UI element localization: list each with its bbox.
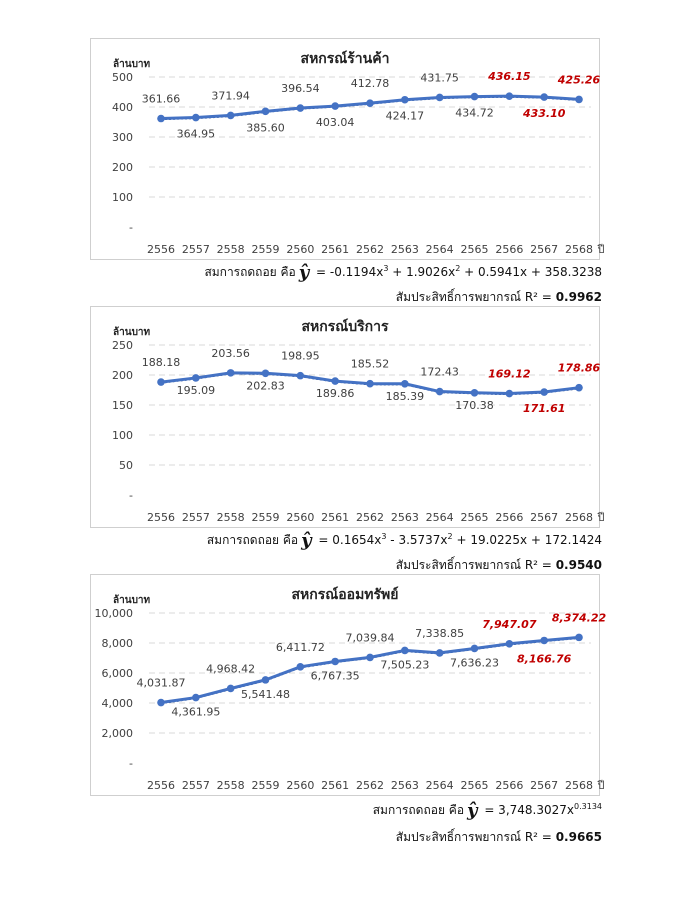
equation-prefix: สมการถดถอย คือ: [204, 265, 296, 279]
equation-term: - 3.5737x: [386, 533, 448, 547]
x-tick-label: 2563: [390, 243, 419, 256]
x-tick-label: 2563: [390, 511, 419, 524]
data-point: [366, 99, 374, 107]
data-label: 7,636.23: [450, 656, 499, 670]
x-tick-label: 2564: [425, 511, 454, 524]
y-tick-label: 200: [112, 369, 133, 382]
equation-prefix: สมการถดถอย คือ: [206, 533, 299, 547]
data-point: [366, 654, 374, 662]
data-label: 171.61: [522, 402, 566, 416]
equation-term: = -0.1194x: [312, 265, 384, 279]
x-tick-label: 2564: [425, 243, 454, 256]
data-point: [297, 104, 305, 112]
r2-value-1: 0.9962: [555, 290, 602, 304]
equation-1: [204, 262, 602, 283]
y-tick-label: 8,000: [101, 637, 133, 650]
y-tick-label: 50: [119, 459, 133, 472]
x-tick-label: 2561: [321, 243, 350, 256]
chart-panel-2: [90, 306, 605, 528]
data-point: [401, 96, 409, 104]
data-label: 188.18: [141, 356, 181, 370]
data-point: [227, 685, 235, 693]
y-tick-label: 300: [112, 131, 133, 144]
r2-label-3: สัมประสิทธิ์การพยากรณ์ R² =: [395, 830, 552, 844]
data-point: [157, 115, 165, 123]
data-label: 6,411.72: [275, 640, 325, 654]
x-tick-label: 2566: [495, 243, 524, 256]
y-axis-label: ล้านบาท: [113, 59, 151, 70]
data-point: [436, 94, 444, 102]
data-label: 172.43: [420, 365, 459, 379]
x-tick-label: 2567: [530, 511, 559, 524]
x-tick-label: 2558: [216, 243, 245, 256]
equation-term: = 0.1654x: [314, 533, 382, 547]
equation-term: = 3,748.3027x: [480, 803, 574, 817]
chart-title: สหกรณ์บริการ: [301, 319, 389, 335]
data-label: 434.72: [455, 106, 494, 120]
data-point: [262, 676, 270, 684]
data-point: [192, 374, 200, 382]
data-point: [540, 637, 548, 645]
y-tick-label: 100: [112, 429, 133, 442]
data-point: [436, 649, 444, 657]
y-hat-symbol: ŷ: [467, 800, 478, 821]
x-tick-label: 2562: [356, 511, 384, 524]
x-tick-label: 2557: [181, 243, 210, 256]
y-tick-label: 200: [112, 161, 133, 174]
x-tick-label: 2568: [565, 243, 593, 256]
data-point: [575, 384, 583, 392]
data-label: 203.56: [211, 346, 250, 360]
x-tick-label: 2558: [216, 779, 245, 792]
data-point: [331, 658, 339, 666]
data-label: 8,166.76: [517, 652, 572, 666]
equation-2: [207, 530, 602, 551]
x-tick-label: 2566: [495, 779, 524, 792]
data-label: 4,361.95: [171, 705, 221, 719]
data-point: [297, 372, 305, 380]
x-axis-label: ปี: [597, 243, 605, 256]
data-label: 7,338.85: [415, 626, 465, 640]
chart-svg-2: [91, 307, 605, 527]
equation-term: + 0.5941x + 358.3238: [460, 265, 602, 279]
x-tick-label: 2568: [565, 511, 593, 524]
data-label: 4,968.42: [206, 662, 256, 676]
data-label: 4,031.87: [136, 676, 186, 690]
data-label: 202.83: [246, 379, 285, 393]
data-label: 7,505.23: [380, 658, 430, 672]
y-tick-label: 10,000: [94, 607, 133, 620]
data-point: [331, 102, 339, 110]
x-tick-label: 2560: [286, 511, 315, 524]
data-label: 424.17: [385, 109, 425, 123]
y-tick-label: -: [129, 757, 133, 770]
data-label: 425.26: [557, 73, 601, 87]
data-label: 431.75: [420, 71, 459, 85]
data-label: 6,767.35: [310, 669, 360, 683]
data-label: 195.09: [176, 383, 216, 397]
y-axis-label: ล้านบาท: [113, 595, 151, 606]
data-label: 178.86: [557, 361, 601, 375]
chart-panel-3: [90, 574, 607, 796]
x-tick-label: 2563: [390, 779, 419, 792]
equation-exponent: 0.3134: [574, 802, 602, 811]
data-point: [401, 380, 409, 388]
data-point: [506, 640, 514, 648]
y-tick-label: 250: [112, 339, 133, 352]
data-point: [506, 92, 514, 100]
data-point: [471, 389, 479, 397]
x-tick-label: 2556: [147, 779, 175, 792]
equation-exponent: 2: [447, 532, 453, 541]
chart-title: สหกรณ์ออมทรัพย์: [291, 587, 399, 603]
r2-value-3: 0.9665: [555, 830, 602, 844]
data-point: [540, 388, 548, 396]
data-label: 385.60: [246, 121, 285, 135]
x-tick-label: 2561: [321, 511, 350, 524]
y-tick-label: 2,000: [101, 727, 133, 740]
data-label: 436.15: [488, 70, 531, 84]
equation-exponent: 3: [383, 264, 389, 273]
x-tick-label: 2565: [460, 243, 489, 256]
data-point: [297, 663, 305, 671]
data-label: 361.66: [141, 92, 181, 106]
x-tick-label: 2568: [565, 779, 593, 792]
data-label: 364.95: [176, 127, 216, 141]
x-tick-label: 2556: [147, 243, 175, 256]
data-point: [157, 699, 165, 707]
x-tick-label: 2567: [530, 243, 559, 256]
r2-value-2: 0.9540: [555, 558, 602, 572]
data-label: 169.12: [488, 367, 531, 381]
data-label: 412.78: [350, 77, 390, 91]
x-tick-label: 2557: [181, 779, 210, 792]
x-tick-label: 2561: [321, 779, 350, 792]
x-tick-label: 2562: [356, 779, 384, 792]
x-tick-label: 2559: [251, 243, 280, 256]
data-point: [192, 114, 200, 122]
x-tick-label: 2562: [356, 243, 384, 256]
x-tick-label: 2565: [460, 511, 489, 524]
data-label: 371.94: [211, 89, 250, 103]
data-label: 189.86: [315, 387, 355, 401]
data-label: 7,947.07: [482, 617, 537, 631]
data-point: [471, 645, 479, 653]
data-point: [540, 93, 548, 101]
x-tick-label: 2557: [181, 511, 210, 524]
data-point: [227, 112, 235, 120]
data-label: 7,039.84: [345, 631, 395, 645]
equation-exponent: 2: [455, 264, 461, 273]
data-point: [331, 377, 339, 385]
y-tick-label: 6,000: [101, 667, 133, 680]
x-tick-label: 2564: [425, 779, 454, 792]
r2-label-2: สัมประสิทธิ์การพยากรณ์ R² =: [395, 558, 552, 572]
data-label: 198.95: [281, 349, 320, 363]
x-tick-label: 2559: [251, 779, 280, 792]
data-point: [575, 96, 583, 104]
data-point: [401, 647, 409, 655]
x-axis-label: ปี: [597, 511, 605, 524]
x-axis-label: ปี: [597, 779, 605, 792]
data-point: [436, 388, 444, 396]
data-label: 403.04: [315, 116, 355, 130]
data-point: [157, 378, 165, 386]
y-tick-label: 500: [112, 71, 133, 84]
equation-3: [373, 800, 602, 821]
chart-svg-3: [91, 575, 607, 795]
chart-svg-1: [91, 39, 605, 259]
y-hat-symbol: ŷ: [298, 262, 310, 283]
data-point: [262, 108, 270, 116]
x-tick-label: 2556: [147, 511, 175, 524]
data-point: [575, 634, 583, 642]
y-axis-label: ล้านบาท: [113, 327, 151, 338]
x-tick-label: 2565: [460, 779, 489, 792]
y-hat-symbol: ŷ: [301, 530, 312, 551]
equation-exponent: 3: [381, 532, 387, 541]
data-label: 185.39: [385, 389, 425, 403]
data-label: 5,541.48: [241, 687, 290, 701]
y-tick-label: -: [129, 489, 133, 502]
y-tick-label: -: [129, 221, 133, 234]
x-tick-label: 2560: [286, 779, 315, 792]
x-tick-label: 2560: [286, 243, 315, 256]
data-point: [471, 93, 479, 101]
y-tick-label: 100: [112, 191, 133, 204]
x-tick-label: 2566: [495, 511, 524, 524]
x-tick-label: 2559: [251, 511, 280, 524]
x-tick-label: 2567: [530, 779, 559, 792]
data-point: [506, 390, 514, 398]
y-tick-label: 400: [112, 101, 133, 114]
x-tick-label: 2558: [216, 511, 245, 524]
r2-1: [396, 288, 602, 307]
data-label: 433.10: [522, 107, 566, 121]
data-point: [262, 370, 270, 378]
data-label: 8,374.22: [551, 611, 607, 625]
data-label: 185.52: [350, 357, 390, 371]
data-point: [366, 380, 374, 388]
data-label: 396.54: [281, 82, 320, 96]
data-point: [227, 369, 235, 377]
r2-2: [396, 556, 602, 575]
r2-label-1: สัมประสิทธิ์การพยากรณ์ R² =: [395, 290, 552, 304]
data-point: [192, 694, 200, 702]
equation-prefix: สมการถดถอย คือ: [372, 803, 465, 817]
equation-term: + 19.0225x + 172.1424: [452, 533, 602, 547]
chart-title: สหกรณ์ร้านค้า: [300, 51, 390, 67]
r2-3: [396, 828, 602, 847]
data-label: 170.38: [455, 398, 494, 412]
y-tick-label: 4,000: [101, 697, 133, 710]
y-tick-label: 150: [112, 399, 133, 412]
chart-panel-1: [90, 38, 605, 260]
equation-term: + 1.9026x: [388, 265, 456, 279]
